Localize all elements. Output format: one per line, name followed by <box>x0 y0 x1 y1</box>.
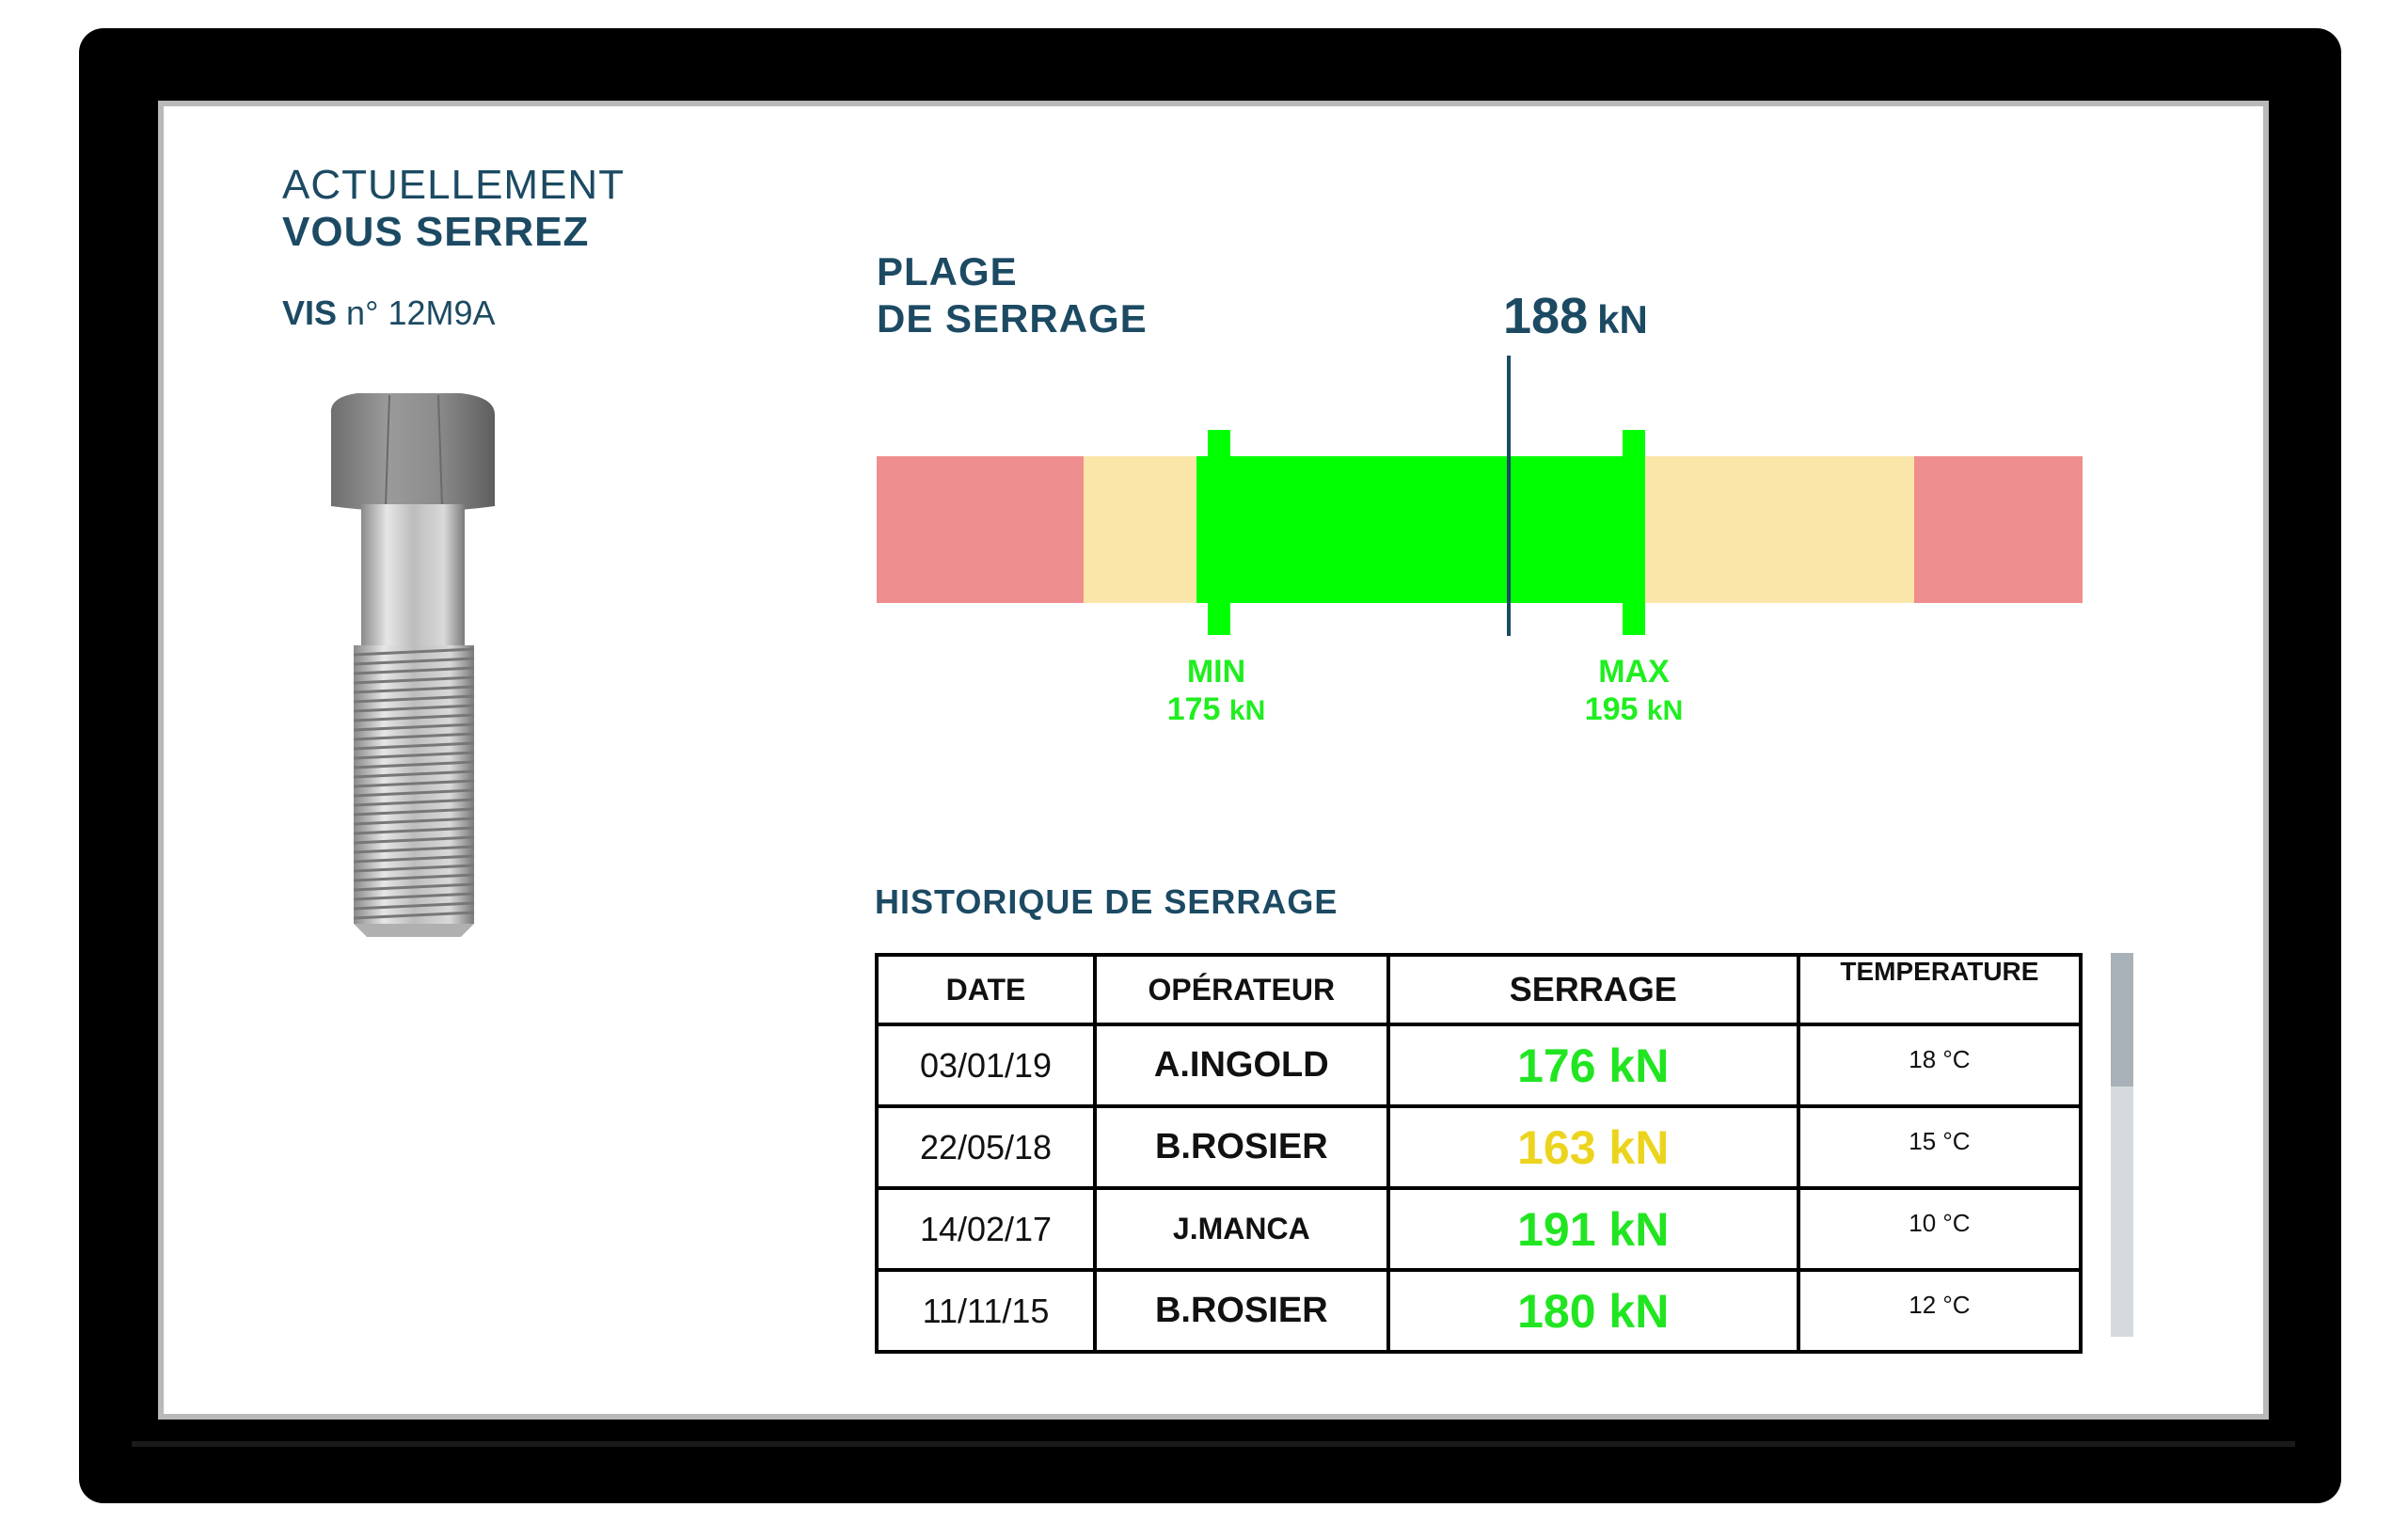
temperature-value: 10 °C <box>1909 1209 1971 1237</box>
max-label <box>1563 653 1704 730</box>
range-title-line2: DE SERRAGE <box>877 296 1148 341</box>
current-value-unit: kN <box>1597 297 1648 341</box>
cell-temperature <box>1798 1024 2081 1106</box>
cell-operator: J.MANCA <box>1095 1188 1388 1270</box>
zone-green <box>1196 456 1643 603</box>
cell-date: 11/11/15 <box>877 1270 1095 1352</box>
cell-temperature <box>1798 1270 2081 1352</box>
cell-date: 22/05/18 <box>877 1106 1095 1188</box>
cell-serrage: 176 kN <box>1388 1024 1798 1106</box>
current-value-marker <box>1507 356 1511 636</box>
you-tighten-label: VOUS SERREZ <box>282 209 590 255</box>
current-value: 188 <box>1503 288 1589 344</box>
screw-number: n° 12M9A <box>346 293 496 332</box>
column-header-date: DATE <box>877 955 1095 1024</box>
bezel-strip <box>132 1441 2295 1447</box>
column-header-temperature: TEMPERATURE <box>1798 955 2081 1024</box>
cell-operator: B.ROSIER <box>1095 1106 1388 1188</box>
min-label <box>1146 653 1287 730</box>
history-table <box>875 953 2083 1354</box>
cell-temperature <box>1798 1106 2081 1188</box>
cell-date: 03/01/19 <box>877 1024 1095 1106</box>
min-bracket <box>1208 430 1230 635</box>
zone-yellow-low <box>1084 456 1196 603</box>
cell-operator: A.INGOLD <box>1095 1024 1388 1106</box>
max-unit: kN <box>1646 695 1684 726</box>
currently-label: ACTUELLEMENT <box>282 162 626 208</box>
cell-temperature <box>1798 1188 2081 1270</box>
screw-prefix: VIS <box>282 293 338 332</box>
table-row <box>877 1024 2081 1106</box>
min-value-line <box>1146 690 1287 730</box>
tightening-range-gauge <box>877 350 2083 642</box>
max-title: MAX <box>1598 654 1670 690</box>
cell-operator: B.ROSIER <box>1095 1270 1388 1352</box>
bolt-image <box>320 386 508 941</box>
temperature-value: 15 °C <box>1909 1127 1971 1155</box>
cell-serrage: 191 kN <box>1388 1188 1798 1270</box>
zone-red-high <box>1914 456 2083 603</box>
max-value-line <box>1563 690 1704 730</box>
table-row <box>877 1188 2081 1270</box>
screw-identifier <box>282 293 496 333</box>
cell-date: 14/02/17 <box>877 1188 1095 1270</box>
min-title: MIN <box>1186 654 1246 690</box>
zone-red-low <box>877 456 1084 603</box>
max-value: 195 <box>1584 691 1639 727</box>
table-row <box>877 1270 2081 1352</box>
zone-yellow-high <box>1643 456 1914 603</box>
history-title: HISTORIQUE DE SERRAGE <box>875 882 1339 921</box>
table-header-row <box>877 955 2081 1024</box>
current-value-display <box>1503 287 1648 345</box>
temperature-value: 18 °C <box>1909 1045 1971 1073</box>
cell-serrage: 163 kN <box>1388 1106 1798 1188</box>
min-unit: kN <box>1228 695 1266 726</box>
column-header-operator: OPÉRATEUR <box>1095 955 1388 1024</box>
cell-serrage: 180 kN <box>1388 1270 1798 1352</box>
max-bracket <box>1623 430 1645 635</box>
history-scrollbar-thumb[interactable] <box>2111 953 2133 1087</box>
range-title-line1: PLAGE <box>877 249 1018 293</box>
min-value: 175 <box>1166 691 1221 727</box>
table-row <box>877 1106 2081 1188</box>
temperature-value: 12 °C <box>1909 1291 1971 1319</box>
column-header-serrage: SERRAGE <box>1388 955 1798 1024</box>
